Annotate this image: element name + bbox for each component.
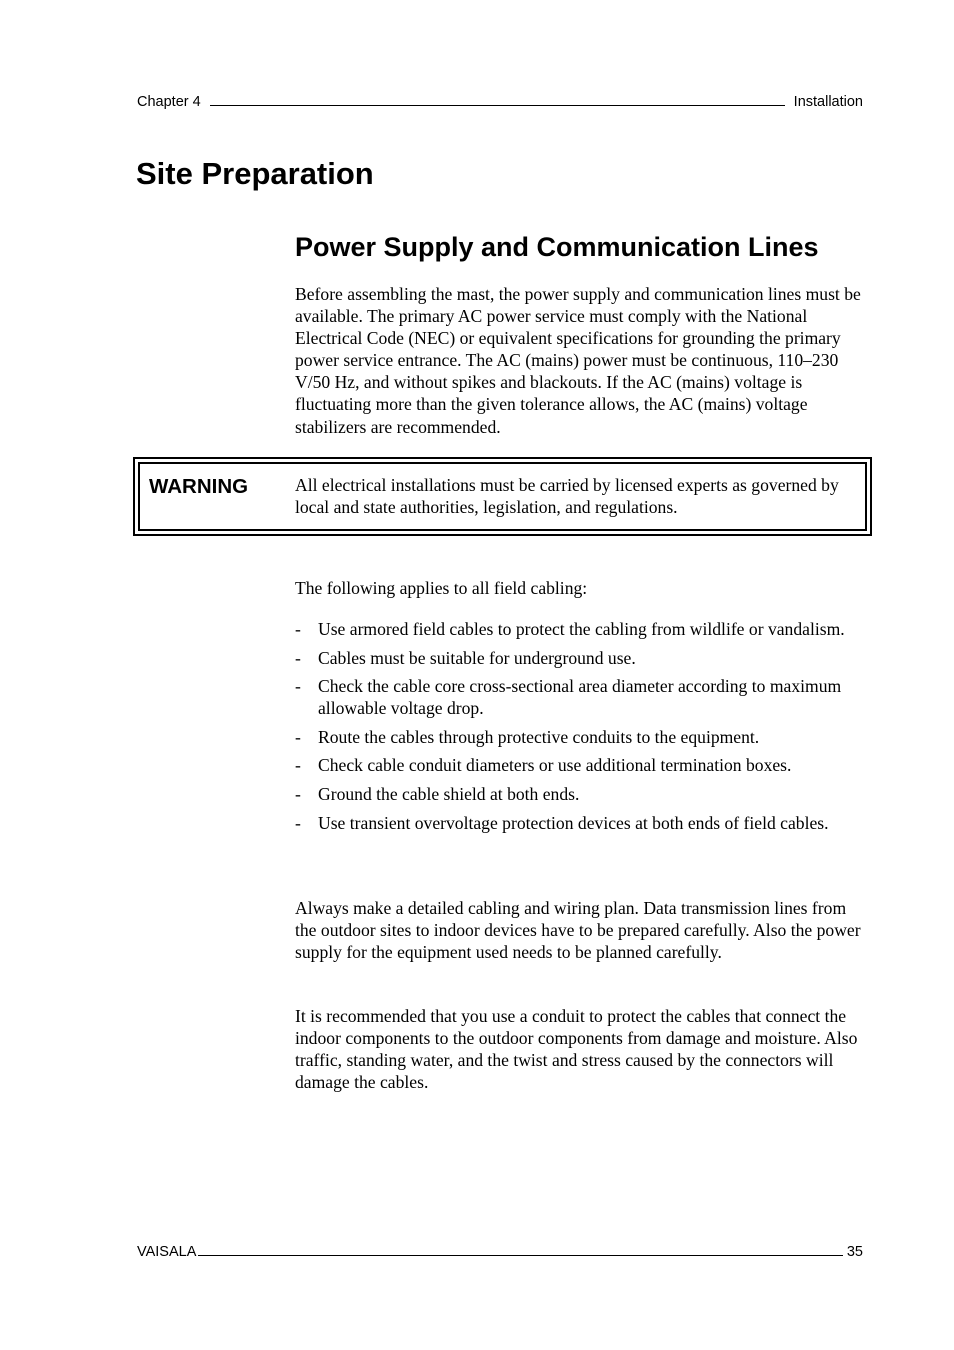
list-item	[295, 726, 855, 748]
dash-marker: -	[295, 755, 301, 776]
list-item-text: Route the cables through protective conduits to the equipment.	[318, 726, 760, 747]
footer-company: VAISALA	[137, 1244, 197, 1260]
list-item-text: Ground the cable shield at both ends.	[318, 784, 580, 805]
list-item	[295, 618, 855, 640]
page-number: 35	[846, 1244, 863, 1260]
cabling-list	[295, 618, 855, 840]
list-item	[295, 783, 855, 805]
list-item-text: Use transient overvoltage protection devices at both ends of field cables.	[318, 812, 829, 833]
dash-marker: -	[295, 647, 301, 668]
power-supply-paragraph: Before assembling the mast, the power supply and communication lines must be available. The primary AC power service must comply with the National Electrical Code (NEC) or equivalent specifications for grounding the primary power service entrance. The AC (mains) power must be continuous, 110–230 V/50 Hz, and without spikes and blackouts. If the AC (mains) voltage is fluctuating more than the given tolerance allows, the AC (mains) voltage stabilizers are recommended.	[295, 284, 861, 437]
dash-marker: -	[295, 812, 301, 833]
list-item	[295, 812, 855, 834]
warning-text: All electrical installations must be carried by licensed experts as governed by local and state authorities, legislation, and regulations.	[295, 475, 839, 518]
dash-marker: -	[295, 726, 301, 747]
list-item-text: Check the cable core cross-sectional area diameter according to maximum allowable voltage drop.	[318, 676, 842, 719]
dash-marker: -	[295, 619, 301, 639]
dash-marker: -	[295, 676, 301, 697]
header-chapter: Chapter 4	[137, 94, 201, 110]
page-header	[137, 90, 863, 110]
conduit-paragraph: It is recommended that you use a conduit to protect the cables that connect the indoor components to the outdoor components from damage and moisture. Also traffic, standing water, and the twist and stress caused by the connectors will damage the cables.	[295, 1006, 858, 1093]
page-footer	[137, 1240, 863, 1260]
list-item	[295, 675, 855, 719]
list-item-text: Cables must be suitable for underground use.	[318, 647, 636, 668]
list-item	[295, 647, 855, 669]
section-heading: Power Supply and Communication Lines	[295, 232, 819, 262]
footer-rule	[198, 1255, 842, 1256]
page-title: Site Preparation	[136, 156, 374, 191]
header-rule	[210, 105, 785, 106]
warning-label: WARNING	[149, 475, 249, 498]
list-item-text: Check cable conduit diameters or use additional termination boxes.	[318, 755, 792, 776]
header-section: Installation	[793, 94, 863, 110]
list-item-text: Use armored field cables to protect the cabling from wildlife or vandalism.	[318, 619, 845, 639]
dash-marker: -	[295, 784, 301, 805]
wiring-plan-paragraph: Always make a detailed cabling and wiring plan. Data transmission lines from the outdoor sites to indoor devices have to be prepared carefully. Also the power supply for the equipment used needs to be planned carefully.	[295, 898, 861, 963]
cabling-intro: The following applies to all field cabling:	[295, 578, 588, 598]
list-item	[295, 754, 855, 776]
